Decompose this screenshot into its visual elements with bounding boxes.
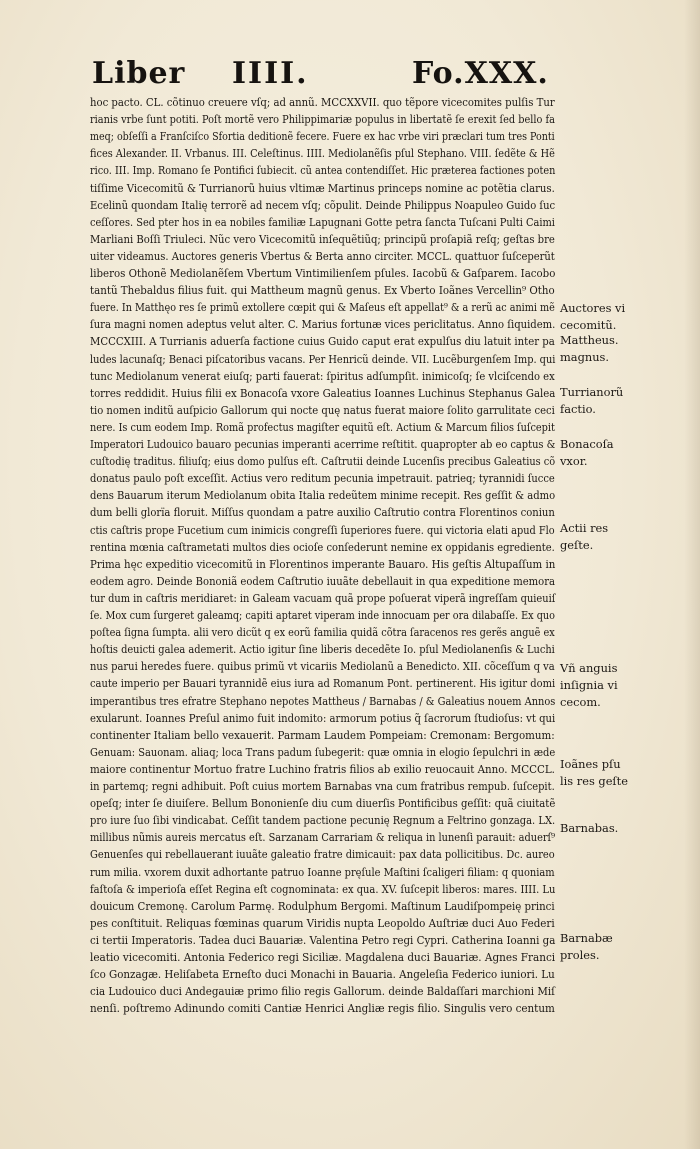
text-line: poſtea ſigna ſumpta. alii vero dicũt q ex eorũ familia quidã cõtra ſaracenos res gerẽs anguẽ ex (90, 625, 555, 640)
header-liber: Liber (92, 56, 186, 91)
text-line: fuere. In Matthęo res ſe primũ extollere cœpit qui & Maſeus eſt appellat⁹ & a rerũ ac animi mẽ (90, 300, 555, 315)
header-book-number: IIII. (232, 56, 309, 91)
text-line: eodem agro. Deinde Bononiã eodem Caſtrutio iuuãte debellauit in qua expeditione memora (90, 573, 555, 588)
text-line: Ecelinũ quondam Italię terrorẽ ad necem vſq; cõpulit. Deinde Philippus Noapuleo Guido ſuc (90, 197, 556, 212)
marginal-note-line: Barnabas. (560, 821, 619, 835)
text-line: pes conſtituit. Reliquas fœminas quarum Viridis nupta Leopoldo Auſtriæ duci Auo Federi (90, 915, 555, 930)
marginal-note (560, 332, 688, 366)
marginal-note-line: inſignia vi (560, 678, 618, 692)
text-line: nenſi. poſtremo Adinundo comiti Cantiæ Henrici Angliæ regis filio. Singulis vero centum (90, 1001, 555, 1016)
text-line: pro iure ſuo ſibi vindicabat. Ceſſit tandem pactione pecunię Regnum a Feltrino gonzaga. LX. (90, 813, 556, 828)
marginal-note (560, 756, 688, 790)
text-line: imperantibus tres efratre Stephano nepotes Mattheus / Barnabas / & Galeatius nouem Annos (90, 693, 556, 708)
text-line: in partemq; regni adhibuit. Poſt cuius mortem Barnabas vna cum fratribus rempub. ſuſcepit. (90, 779, 555, 793)
text-line: dens Bauarum iterum Mediolanum obita Italia redeũtem minime recepit. Res geſſit & admo (90, 488, 556, 503)
text-line: maiore continentur Mortuo fratre Luchino fratris filios ab exilio reuocauit Anno. MCCCL. (90, 761, 555, 776)
marginal-note-line: proles. (560, 948, 600, 962)
text-line: faſtoſa & imperioſa eſſet Regina eſt cognominata: ex qua. XV. ſuſcepit liberos: mares. IIII. Lu (90, 881, 556, 896)
text-line: tio nomen inditũ auſpicio Gallorum qui nocte quę natus fuerat maiore ſolito garrulitate ceci (90, 402, 555, 417)
text-line: ſura magni nomen adeptus velut alter. C. Marius fortunæ vices periclitatus. Anno ſiquidem. (90, 317, 556, 332)
marginal-note-line: Bonacoſa (560, 437, 614, 451)
marginal-note-line: vxor. (560, 454, 588, 468)
text-line: douicum Cremonę. Carolum Parmę. Rodulphum Bergomi. Maſtinum Laudiſpompeię princi (90, 898, 555, 913)
text-line: rum milia. vxorem duxit adhortante patruo Ioanne pręſule Maſtini ſcaligeri filiam: q quoniam (90, 864, 555, 879)
text-line: nus parui heredes fuere. quibus primũ vt vicariis Mediolanũ a Benedicto. XII. cõceſſum q va (90, 659, 555, 674)
text-line: caute imperio per Bauari tyrannidẽ eius iura ad Romanum Pont. pertinerent. His igitur domi (90, 676, 556, 691)
text-line: tiſſime Vicecomitũ & Turrianorũ huius vltimæ Martinus princeps nomine ac potẽtia clarus. (90, 180, 555, 195)
text-line: Prima hęc expeditio vicecomitũ in Florentinos imperante Bauaro. His geſtis Altupaſſum in (90, 556, 556, 571)
text-line: rentina mœnia caſtrametati multos dies ocioſe conſederunt nemine ex oppidanis egrediente. (90, 539, 555, 554)
marginal-note-line: cecom. (560, 695, 601, 709)
marginal-note (560, 660, 688, 711)
text-line: ci tertii Imperatoris. Tadea duci Bauariæ. Valentina Petro regi Cypri. Catherina Ioanni ga (90, 932, 556, 947)
text-line: cuſtodię traditus. filiuſq; eius domo pulſus eſt. Caſtrutii deinde Lucenſis precibus Galeatius cõ (90, 454, 556, 469)
text-line: hoc pacto. CL. cõtinuo creuere vſq; ad annũ. MCCXXVII. quo tẽpore vicecomites pulſis Tur (90, 95, 555, 109)
text-line: nere. Is cum eodem Imp. Romã profectus magiſter equitũ eſt. Actium & Marcum filios ſuſcepit (90, 419, 555, 434)
text-line: Imperatori Ludouico bauaro pecunias imperanti acerrime reſtitit. quapropter ab eo captus & (90, 437, 556, 451)
text-line: ſe. Mox cum ſurgeret galeamq; capiti aptaret viperam inde innocuam per ora dilabaſſe. Ex quo (90, 608, 555, 622)
marginal-note-line: Vñ anguis (560, 661, 618, 675)
text-line: millibus nũmis aureis mercatus eſt. Sarzanam Carrariam & reliqua in lunenſi parauit: aduerſ⁹ (90, 830, 556, 845)
marginal-note (560, 436, 688, 470)
text-line: ludes lacunaſq; Benaci piſcatoribus vacans. Per Henricũ deinde. VII. Lucẽburgenſem Imp. qui (90, 351, 556, 366)
text-line: uiter videamus. Auctores generis Vbertus & Berta anno circiter. MCCL. quattuor ſuſceperũt (90, 248, 555, 263)
text-line: tantũ Thebaldus filius fuit. qui Mattheum magnũ genus. Ex Vberto Ioãnes Vercellin⁹ Otho (90, 283, 555, 298)
text-line: liberos Othonẽ Mediolanẽſem Vbertum Vintimilienſem pſules. Iacobũ & Gaſparem. Iacobo (90, 266, 556, 280)
text-line: torres reddidit. Huius filii ex Bonacoſa vxore Galeatius Ioannes Luchinus Stephanus Galea (90, 385, 556, 400)
marginal-note-line: factio. (560, 402, 596, 416)
text-line: tur dum in caſtris meridiaret: in Galeam vacuam quã prope poſuerat viperã ingreſſam quieuiſ (90, 590, 556, 605)
text-line: exularunt. Ioannes Preſul animo fuit indomito: armorum potius q̃ ſacrorum ſtudioſus: vt qui (90, 710, 556, 725)
text-line: meq; obſeſſi a Franſciſco Sfortia deditionẽ fecere. Fuere ex hac vrbe viri præclari tum tres Ponti (90, 129, 555, 144)
text-line: opeſq; inter ſe diuiſere. Bellum Bononienſe diu cum diuerſis Pontificibus geſſit: quã ciuitatẽ (90, 796, 556, 811)
text-line: rico. III. Imp. Romano ſe Pontifici ſubiecit. cũ antea contendiſſet. Hic præterea factiones poten (90, 163, 556, 178)
marginal-note (560, 930, 688, 964)
text-line: cia Ludouico duci Andegauiæ primo filio regis Gallorum. deinde Baldaſſari marchioni Miſ (90, 984, 555, 999)
marginal-note (560, 384, 688, 418)
marginal-note-line: Actii res (560, 521, 609, 535)
marginal-note-line: Ioãnes pſu (560, 757, 621, 771)
text-line: Genuam: Sauonam. aliaq; loca Trans padum ſubegerit: quæ omnia in elogio ſepulchri in æde (90, 744, 556, 759)
text-line: donatus paulo poſt exceſſit. Actius vero reditum pecunia impetrauit. patrieq; tyrannidi ſucce (90, 471, 555, 486)
text-line: MCCCXIII. A Turrianis aduerſa factione cuius Guido caput erat expulſus diu latuit inter pa (90, 334, 555, 349)
text-line: tunc Mediolanum venerat eiuſq; parti fauerat: ſpiritus adſumpſit. inimicoſq; ſe vlciſcendo ex (90, 368, 555, 383)
text-line: leatio vicecomiti. Antonia Federico regi Siciliæ. Magdalena duci Bauariæ. Agnes Franci (90, 950, 556, 964)
marginal-note-line: lis res geſte (560, 774, 628, 788)
marginal-note-line: cecomitũ. (560, 318, 617, 332)
text-line: Marliani Boſſi Triuleci. Nũc vero Vicecomitũ inſequẽtiũq; principũ proſapiã reſq; geſtas bre (90, 231, 555, 246)
marginal-note (560, 520, 688, 554)
text-line: fices Alexander. II. Vrbanus. III. Celeſtinus. IIII. Mediolanẽſis pſul Stephano. VIII. ſedẽte & Hẽ (90, 146, 555, 161)
header-folio: Fo.XXX. (412, 56, 549, 91)
text-line: ctis caſtris prope Fucetium cum inimicis congreſſi ſuperiores fuere. qui victoria elati apud Flo (90, 522, 555, 537)
text-line: ceſſores. Sed pter hos in ea nobiles familiæ Lapugnani Gotte petra ſancta Tuſcani Pulti Caimi (90, 214, 555, 229)
text-line: Genuenſes qui rebellauerant iuuãte galeatio fratre dimicauit: pax data pollicitibus. Dc. aureo (90, 847, 555, 862)
text-line: ſco Gonzagæ. Heliſabeta Erneſto duci Monachi in Bauaria. Angeleſia Federico iuniori. Lu (90, 967, 555, 982)
marginal-note-line: Auctores vi (560, 301, 626, 315)
marginal-note-line: Turrianorũ (560, 385, 624, 399)
page-edge-shadow (684, 0, 700, 1149)
marginal-note (560, 820, 688, 837)
marginal-note-line: Mattheus. (560, 333, 619, 347)
text-line: dum belli glorïa floruit. Miſſus quondam a patre auxilio Caſtrutio contra Florentinos coniun (90, 505, 555, 520)
marginal-note-line: Barnabæ (560, 931, 613, 945)
marginal-note (560, 300, 688, 334)
text-line: continenter Italiam bello vexauerit. Parmam Laudem Pompeiam: Cremonam: Bergomum: (90, 727, 555, 742)
text-line: hoſtis deuicti galea ademerit. Actio igitur ſine liberis decedẽte Io. pſul Mediolanenſis & Luchi (90, 642, 555, 657)
running-header (0, 52, 700, 98)
marginal-note-line: magnus. (560, 350, 610, 364)
text-line: rianis vrbe ſunt potiti. Poſt mortẽ vero Philippimariæ populus in libertatẽ ſe erexit ſed bello fa (90, 112, 555, 127)
marginal-note-line: geſte. (560, 538, 594, 552)
